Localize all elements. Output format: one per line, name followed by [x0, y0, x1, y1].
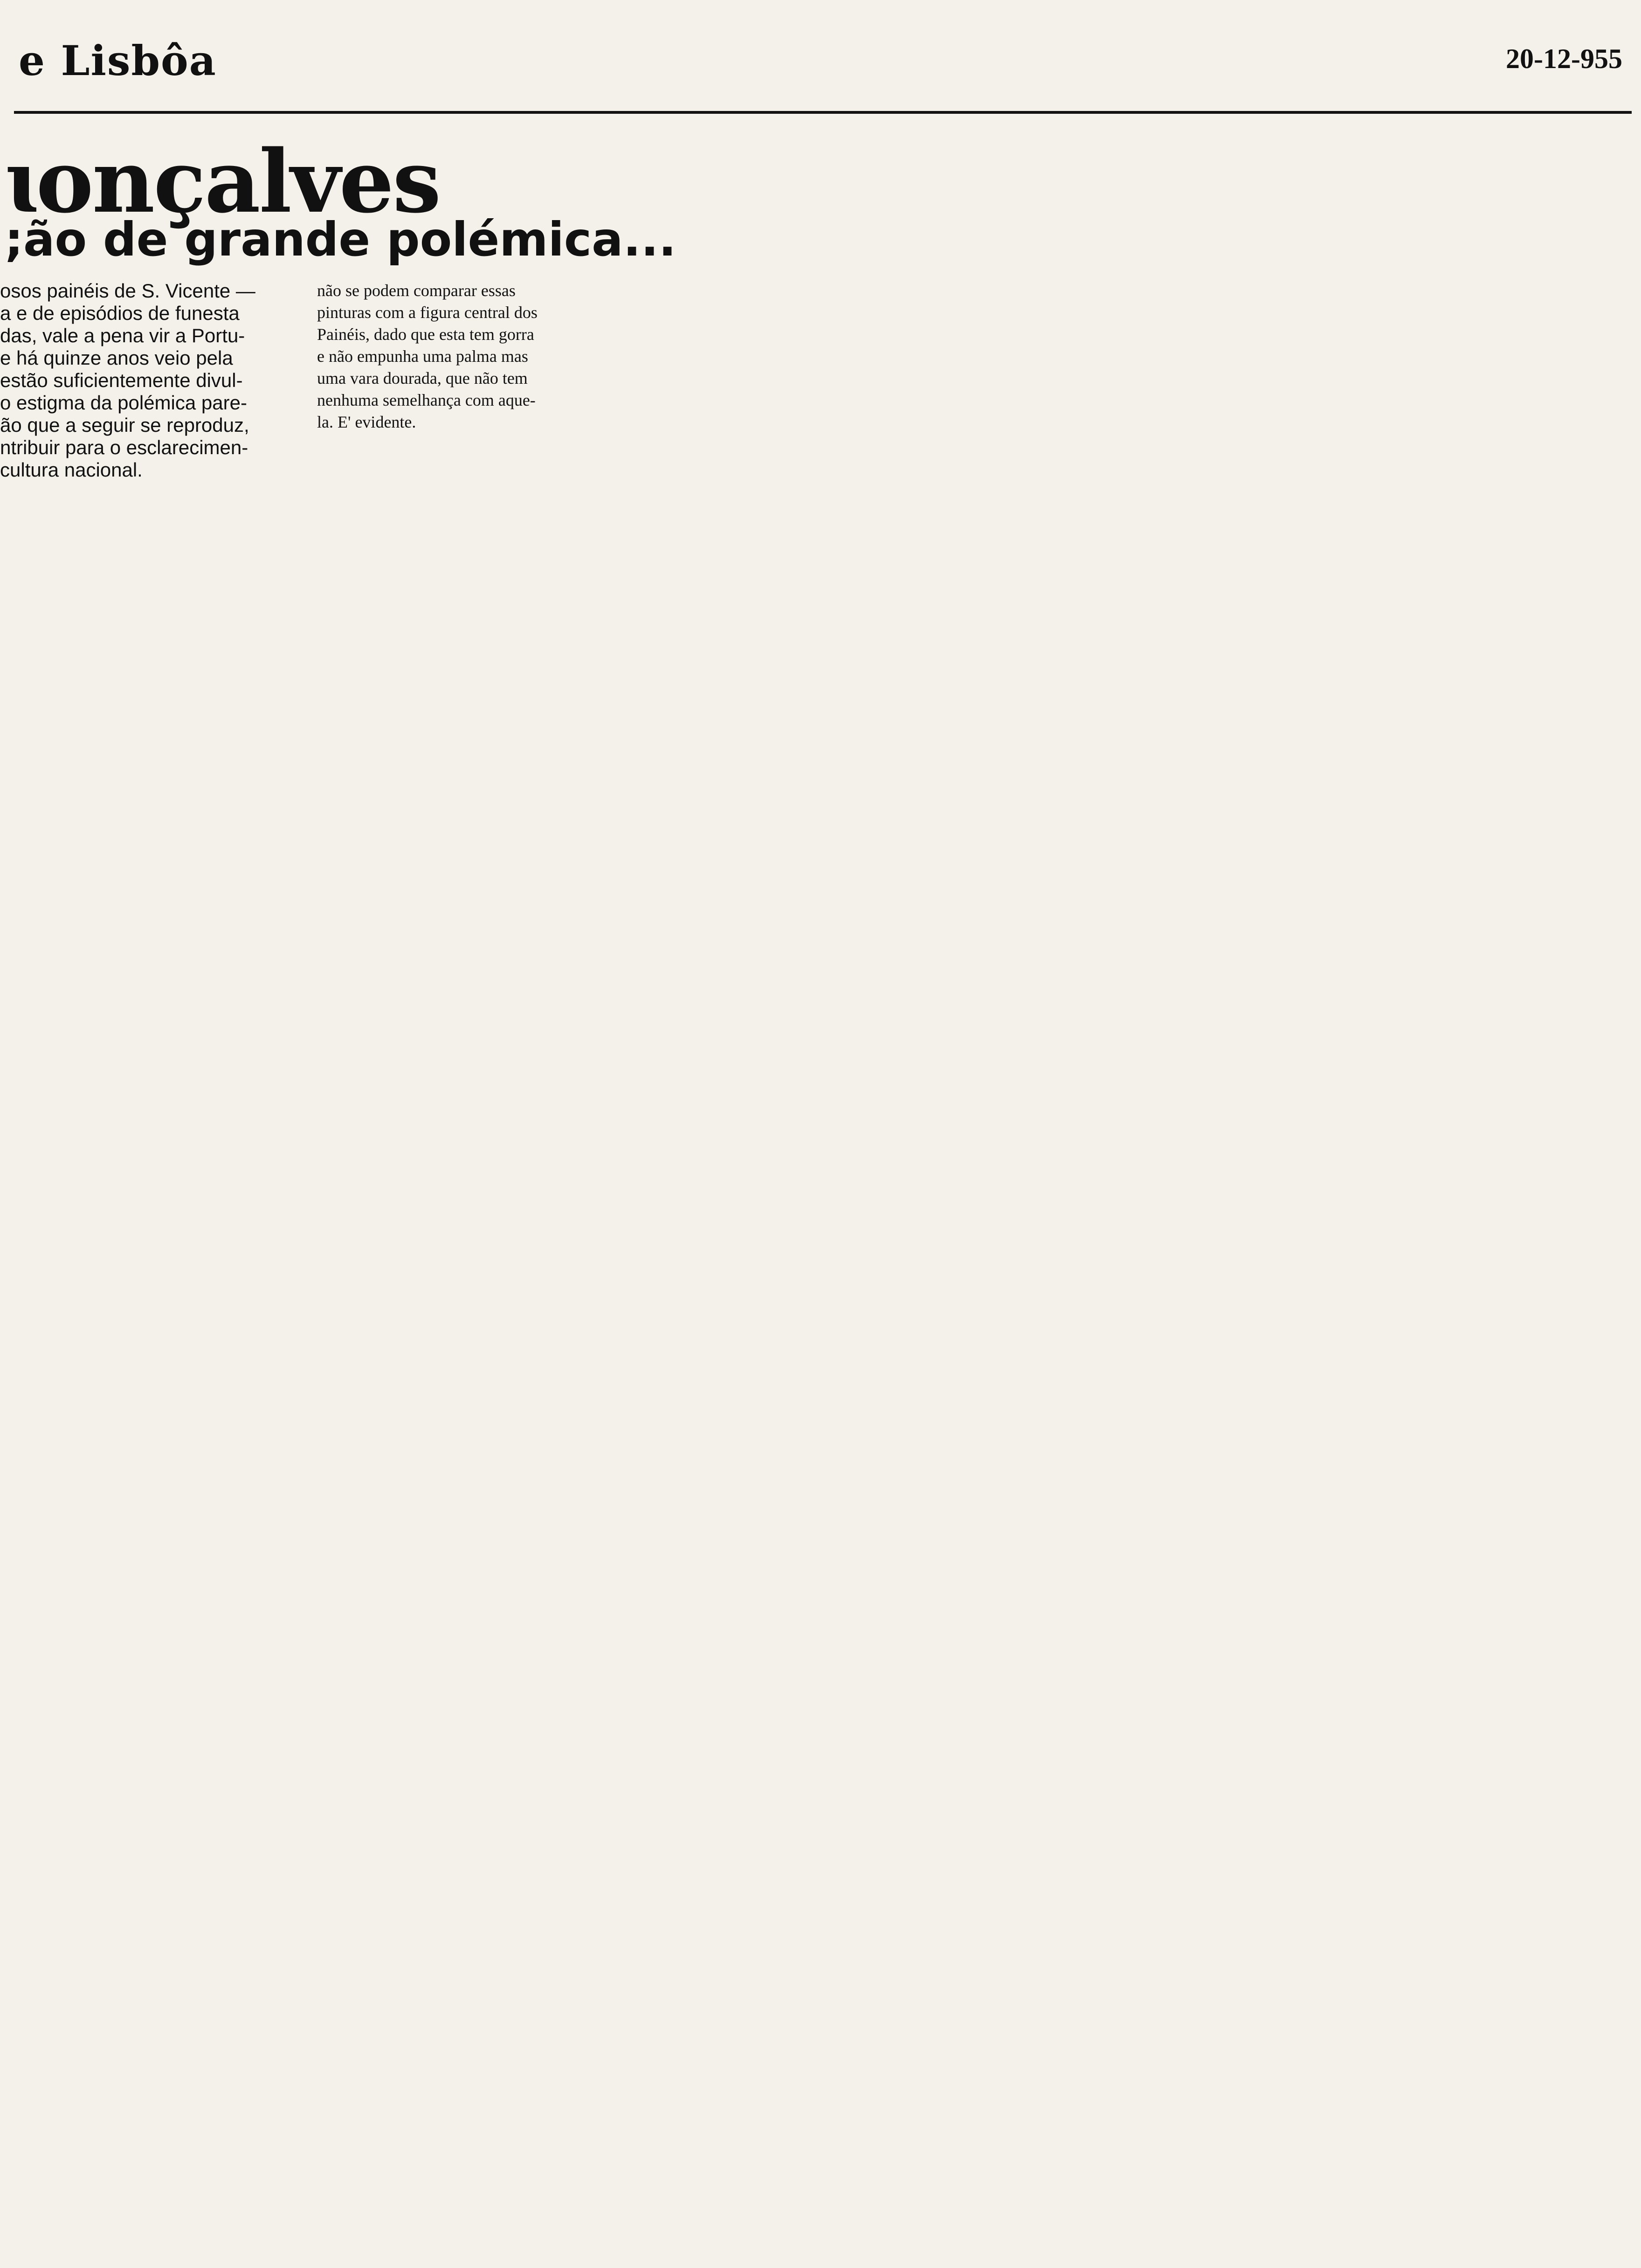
text-line: nenhuma semelhança com aque-: [317, 391, 536, 409]
issue-date: 20-12-955: [1506, 43, 1622, 74]
masthead: [19, 36, 1622, 106]
text-line: pinturas com a figura central dos: [317, 303, 538, 322]
text-line: a e de episódios de funesta: [0, 302, 240, 324]
text-line: e não empunha uma palma mas: [317, 347, 528, 366]
text-line: ão que a seguir se reproduz,: [0, 414, 249, 436]
text-line: das, vale a pena vir a Portu-: [0, 325, 245, 346]
masthead-rule: [14, 111, 1632, 114]
text-line: osos painéis de S. Vicente —: [0, 280, 255, 302]
article-column-left: [0, 280, 294, 481]
text-line: cultura nacional.: [0, 459, 143, 481]
text-line: ntribuir para o esclarecimen-: [0, 436, 248, 458]
text-line: não se podem comparar essas: [317, 281, 516, 300]
article-column-right: [317, 280, 578, 433]
text-line: uma vara dourada, que não tem: [317, 369, 528, 387]
text-line: la. E' evidente.: [317, 413, 416, 431]
text-line: estão suficientemente divul-: [0, 369, 243, 391]
text-line: Painéis, dado que esta tem gorra: [317, 325, 534, 344]
text-line: e há quinze anos veio pela: [0, 347, 233, 369]
goncalves-article: [0, 131, 676, 481]
article-headline: ɩonçalves: [5, 131, 440, 232]
paper-name: e Lisbôa: [19, 36, 217, 85]
text-line: o estigma da polémica pare-: [0, 392, 247, 414]
article-subheadline: ;ão de grande polémica...: [5, 212, 676, 267]
